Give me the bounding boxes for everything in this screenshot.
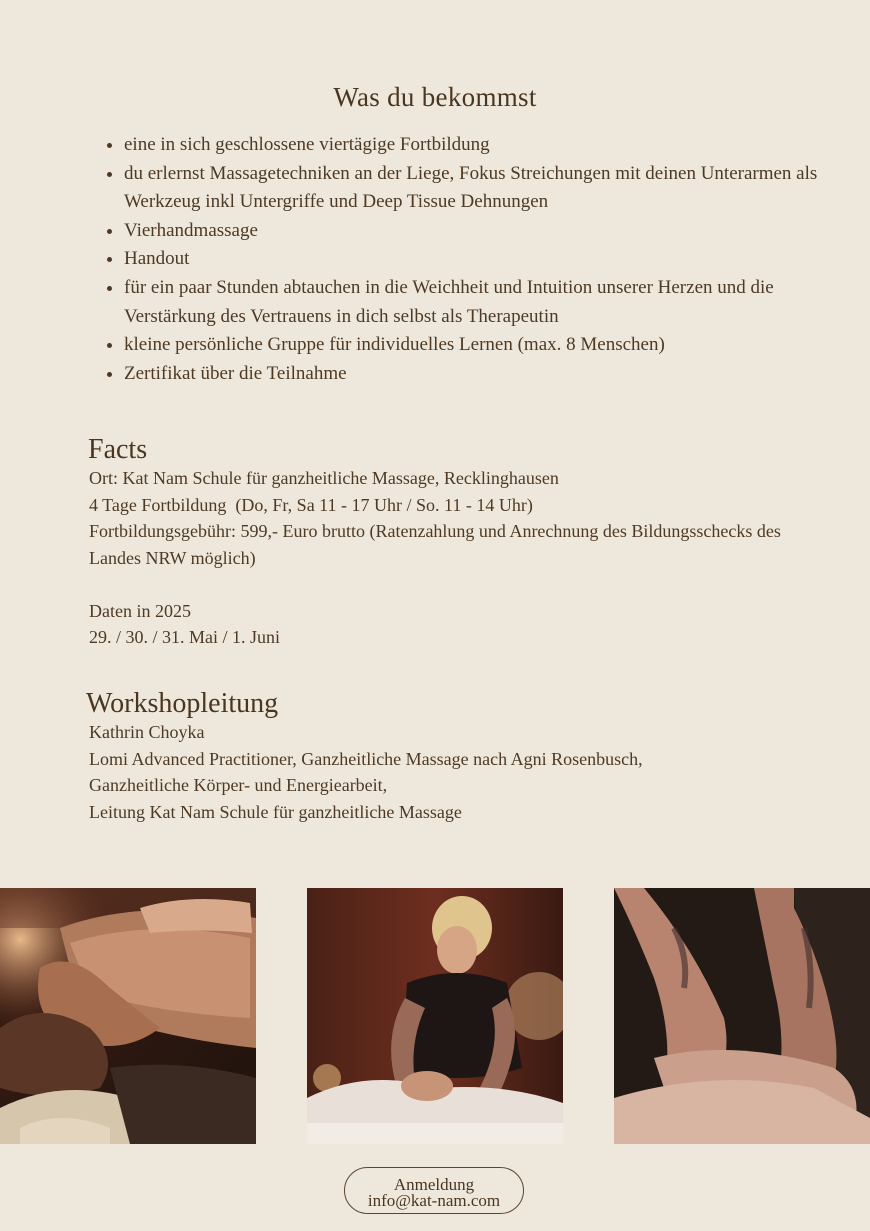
facts-location: Ort: Kat Nam Schule für ganzheitliche Massage, Recklinghausen — [89, 468, 559, 488]
list-item: • Vierhandmassage — [124, 217, 844, 246]
list-item: • Zertifikat über die Teilnahme — [124, 360, 844, 389]
leader-qualifications-2: Ganzheitliche Körper- und Energiearbeit, — [89, 775, 388, 795]
facts-fee: Fortbildungsgebühr: 599,- Euro brutto (Ratenzahlung und Anrechnung des Bildungsschecks des Landes NRW möglich) — [89, 521, 781, 568]
facts-dates: 29. / 30. / 31. Mai / 1. Juni — [89, 627, 281, 647]
list-item: • du erlernst Massagetechniken an der Liege, Fokus Streichungen mit deinen Unterarmen als Werkzeug inkl Untergriffe und Deep Tissue Dehnungen — [124, 160, 844, 217]
registration-button[interactable] — [344, 1167, 524, 1214]
cta-label: Anmeldung — [393, 1175, 475, 1194]
list-item: • kleine persönliche Gruppe für individuelles Lernen (max. 8 Menschen) — [124, 331, 844, 360]
hands-massage-photo — [614, 888, 870, 1144]
facts-dates-label: Daten in 2025 — [89, 600, 191, 621]
facts-duration: 4 Tage Fortbildung (Do, Fr, Sa 11 - 17 Uhr / So. 11 - 14 Uhr) — [89, 494, 533, 515]
list-item: • Handout — [124, 245, 844, 274]
leadership-heading: Workshopleitung — [86, 688, 279, 719]
therapist-massage-photo — [307, 888, 563, 1144]
cta-email[interactable]: info@kat-nam.com — [367, 1191, 501, 1210]
list-item: • für ein paar Stunden abtauchen in die Weichheit und Intuition unserer Herzen und die Verstärkung des Vertrauens in dich selbst als Therapeutin — [124, 274, 844, 331]
list-item: • eine in sich geschlossene viertägige Fortbildung — [124, 131, 844, 160]
leader-qualifications-1: Lomi Advanced Practitioner, Ganzheitliche Massage nach Agni Rosenbusch, — [89, 748, 643, 769]
facts-heading: Facts — [88, 434, 148, 465]
facts-block — [89, 465, 789, 651]
section-title: Was du bekommst — [333, 82, 537, 112]
leader-qualifications-3: Leitung Kat Nam Schule für ganzheitliche Massage — [89, 801, 462, 822]
benefits-list — [103, 131, 844, 388]
leader-name: Kathrin Choyka — [89, 722, 205, 742]
massage-back-photo — [0, 888, 256, 1144]
leadership-block — [89, 719, 809, 825]
